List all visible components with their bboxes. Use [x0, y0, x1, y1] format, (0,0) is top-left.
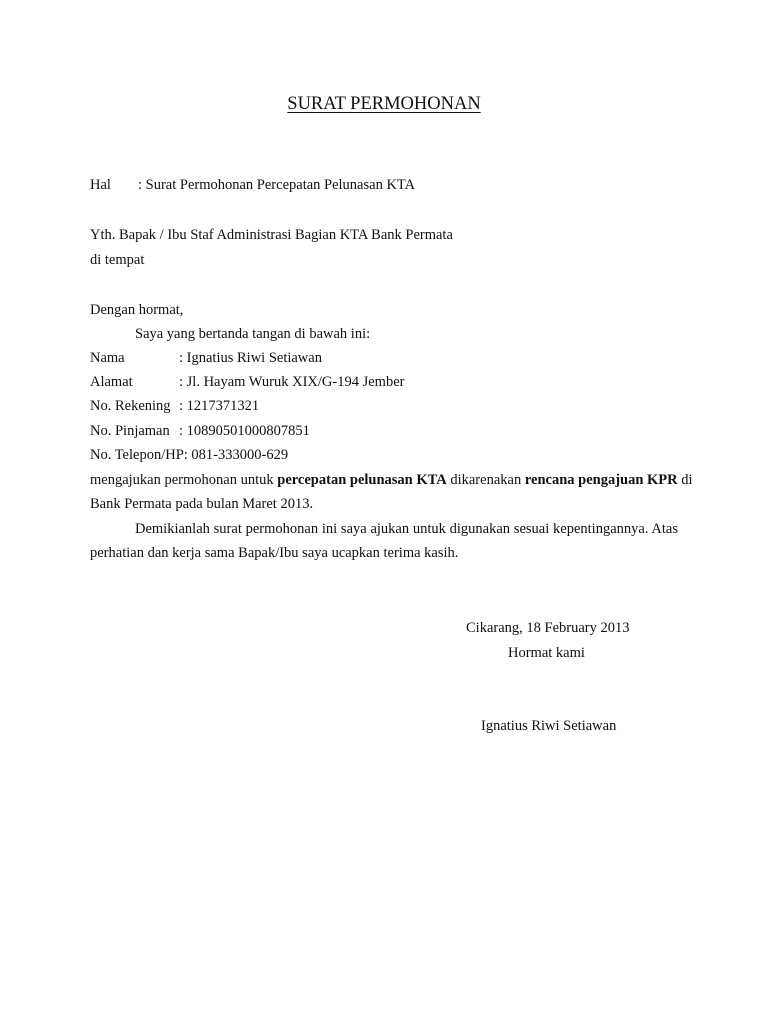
letter-title: SURAT PERMOHONAN — [287, 94, 481, 114]
place-date: Cikarang, 18 February 2013 — [466, 620, 630, 636]
field-row-name — [90, 349, 322, 367]
field-row-phone — [90, 446, 288, 464]
field-label: Nama — [90, 350, 125, 366]
field-value: : 081-333000-629 — [183, 447, 289, 463]
field-label: No. Telepon/HP — [90, 447, 184, 463]
recipient-line-2: di tempat — [90, 252, 145, 268]
field-label: No. Rekening — [90, 398, 171, 414]
body-bold-text: rencana pengajuan KPR — [524, 472, 678, 488]
field-row-loan — [90, 422, 310, 440]
field-value: : 10890501000807851 — [179, 423, 310, 439]
body-text: dikarenakan — [446, 472, 525, 488]
greeting: Dengan hormat, — [90, 302, 184, 318]
intro-line: Saya yang bertanda tangan di bawah ini: — [135, 326, 371, 342]
field-row-account — [90, 397, 259, 415]
subject-line — [90, 176, 415, 194]
field-label: Alamat — [90, 374, 133, 390]
closing-regards: Hormat kami — [508, 645, 585, 661]
field-row-address — [90, 373, 404, 391]
body-paragraph-1-line-1 — [90, 471, 693, 489]
recipient-line-1: Yth. Bapak / Ibu Staf Administrasi Bagian KTA Bank Permata — [90, 227, 453, 243]
body-text: mengajukan permohonan untuk — [90, 472, 278, 488]
body-paragraph-1-line-2: Bank Permata pada bulan Maret 2013. — [90, 496, 314, 512]
body-text: di — [677, 472, 693, 488]
body-paragraph-2-line-2: perhatian dan kerja sama Bapak/Ibu saya ucapkan terima kasih. — [90, 545, 459, 561]
subject-value: : Surat Permohonan Percepatan Pelunasan KTA — [138, 177, 416, 193]
field-label: No. Pinjaman — [90, 423, 170, 439]
signer-name: Ignatius Riwi Setiawan — [481, 718, 617, 734]
field-value: : 1217371321 — [179, 398, 260, 414]
body-paragraph-2-line-1: Demikianlah surat permohonan ini saya ajukan untuk digunakan sesuai kepentingannya. Atas — [135, 521, 678, 537]
field-value: : Ignatius Riwi Setiawan — [179, 350, 322, 366]
subject-label: Hal — [90, 177, 111, 193]
field-value: : Jl. Hayam Wuruk XIX/G-194 Jember — [179, 374, 405, 390]
body-bold-text: percepatan pelunasan KTA — [277, 472, 447, 488]
